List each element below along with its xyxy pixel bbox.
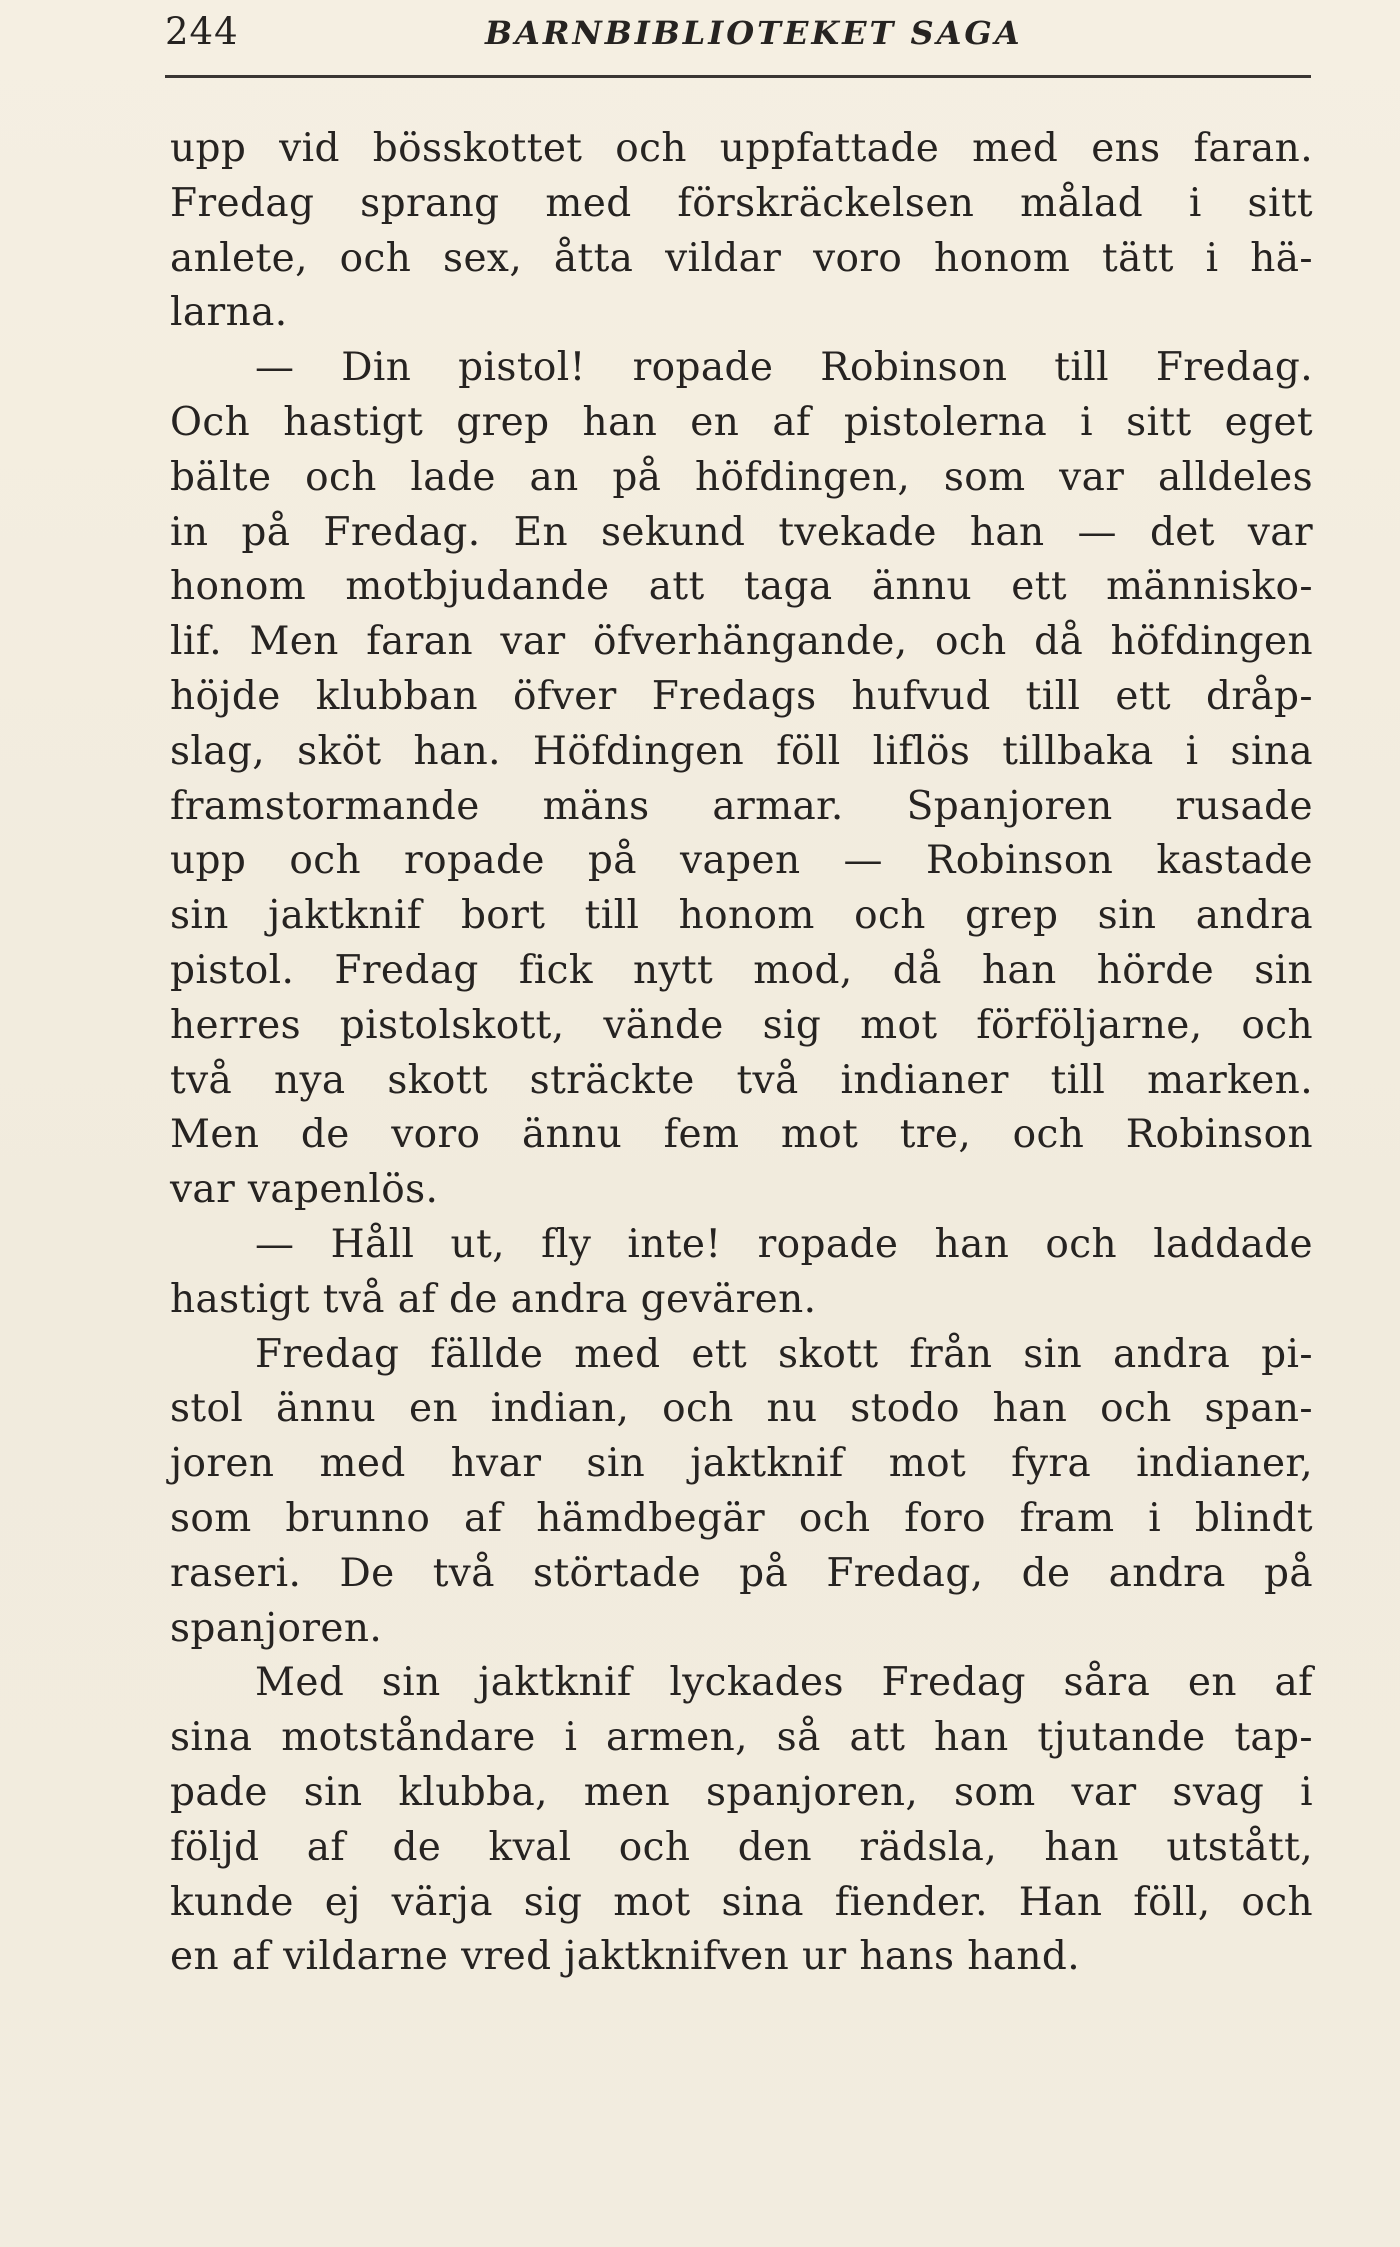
text-line: Med sin jaktknif lyckades Fredag såra en af	[255, 1660, 1313, 1706]
text-line: slag, sköt han. Höfdingen föll liflös tillbaka i sina	[170, 728, 1313, 774]
text-line: spanjoren.	[170, 1605, 383, 1651]
text-line: följd af de kval och den rädsla, han utstått,	[170, 1824, 1313, 1870]
text-line: sin jaktknif bort till honom och grep sin andra	[170, 893, 1313, 939]
text-line: två nya skott sträckte två indianer till marken.	[170, 1057, 1313, 1103]
text-line: in på Fredag. En sekund tvekade han — det var	[170, 509, 1313, 555]
running-header	[165, 6, 1311, 62]
text-line: Fredag fällde med ett skott från sin andra pi-	[255, 1331, 1313, 1377]
text-line: herres pistolskott, vände sig mot förföljarne, och	[170, 1002, 1313, 1048]
text-line: hastigt två af de andra gevären.	[170, 1276, 817, 1322]
text-line: honom motbjudande att taga ännu ett människo-	[170, 564, 1313, 610]
text-line: lif. Men faran var öfverhängande, och då höfdingen	[170, 619, 1313, 665]
page-number: 244	[165, 10, 239, 53]
text-line: som brunno af hämdbegär och foro fram i blindt	[170, 1495, 1313, 1541]
text-line: upp vid bösskottet och uppfattade med ens faran.	[170, 126, 1313, 171]
text-line: raseri. De två störtade på Fredag, de andra på	[170, 1550, 1313, 1596]
text-line: — Håll ut, fly inte! ropade han och laddade	[255, 1221, 1313, 1267]
text-line: kunde ej värja sig mot sina fiender. Han föll, och	[170, 1879, 1313, 1925]
text-line: framstormande mäns armar. Spanjoren rusade	[170, 783, 1313, 829]
text-line: stol ännu en indian, och nu stodo han och span-	[170, 1386, 1313, 1432]
text-line: sina motståndare i armen, så att han tjutande tap-	[170, 1715, 1313, 1761]
text-line: Och hastigt grep han en af pistolerna i sitt eget	[170, 399, 1313, 445]
text-line: pade sin klubba, men spanjoren, som var svag i	[170, 1769, 1313, 1815]
body-text	[170, 122, 1313, 1985]
text-line: Fredag sprang med förskräckelsen målad i sitt	[170, 180, 1313, 226]
book-title: BARNBIBLIOTEKET SAGA	[485, 14, 1023, 52]
text-line: en af vildarne vred jaktknifven ur hans hand.	[170, 1934, 1081, 1980]
text-line: höjde klubban öfver Fredags hufvud till ett dråp-	[170, 673, 1313, 719]
text-line: — Din pistol! ropade Robinson till Fredag.	[255, 345, 1313, 391]
text-line: anlete, och sex, åtta vildar voro honom tätt i hä-	[170, 235, 1313, 281]
text-line: larna.	[170, 290, 288, 336]
text-line: upp och ropade på vapen — Robinson kastade	[170, 838, 1313, 884]
text-line: pistol. Fredag fick nytt mod, då han hörde sin	[170, 947, 1313, 993]
header-rule	[165, 75, 1311, 78]
text-line: Men de voro ännu fem mot tre, och Robinson	[170, 1112, 1313, 1158]
text-line: joren med hvar sin jaktknif mot fyra indianer,	[170, 1441, 1313, 1487]
text-line: var vapenlös.	[170, 1167, 439, 1213]
text-line: bälte och lade an på höfdingen, som var alldeles	[170, 454, 1313, 500]
